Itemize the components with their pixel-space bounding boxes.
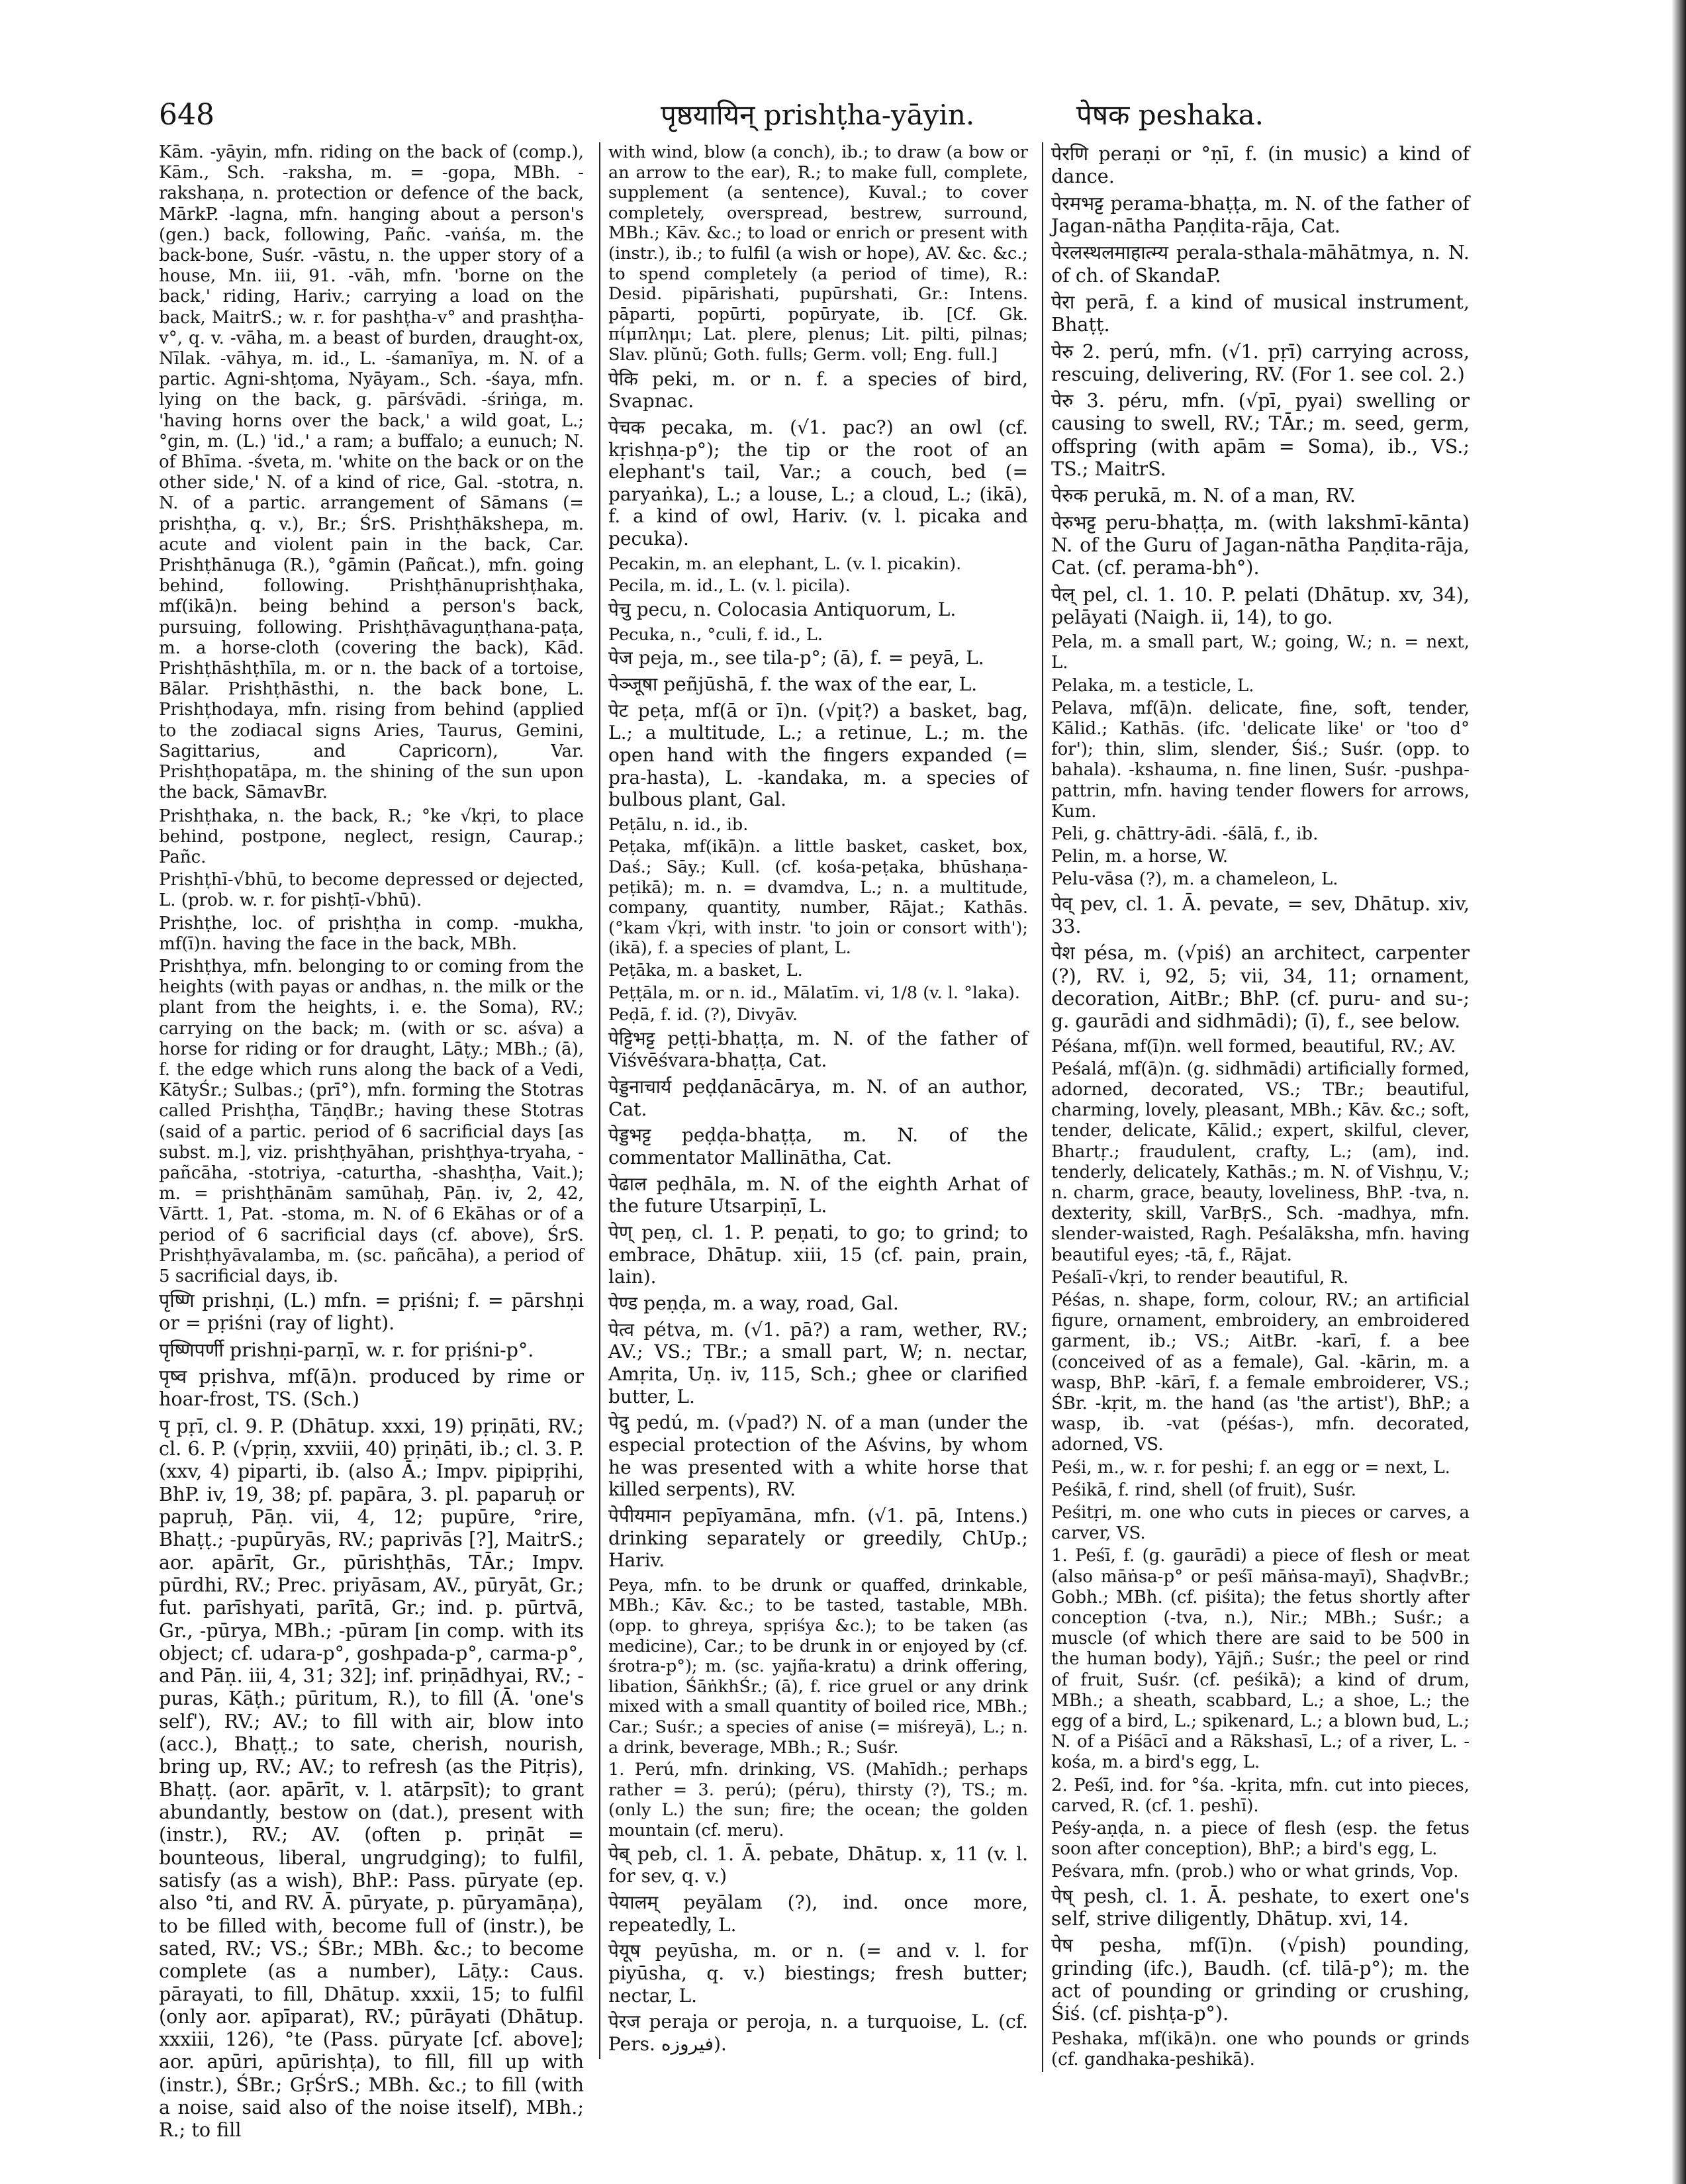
- dictionary-headword-entry: पृष्णिपर्णी prishṇi-parṇī, w. r. for pṛiśni-p°.: [159, 1338, 534, 1361]
- dictionary-headword-entry: पृष्णि prishṇi, (L.) mfn. = pṛiśni; f. = pārshṇi or = pṛiśni (ray of light).: [159, 1289, 584, 1335]
- dictionary-headword-entry: पृ pṛī, cl. 9. P. (Dhātup. xxxi, 19) pṛiṇāti, RV.; cl. 6. P. (√pṛiṇ, xxviii, 40) pṛiṇāti, ib.; cl. 3. P. (xxv, 4) piparti, ib. (also Ā.; Impv. pipipṛihi, BhP. iv, 19, 38; pf. papāra, 3. pl. paparuḥ or papruḥ, Pāṇ. vii, 4, 12; pupūre, °rire, Bhaṭṭ.; -pupūryās, RV.; paprivās [?], MaitrS.; aor. apārīt, Gr., pūrishṭhās, TĀr.; Impv. pūrdhi, RV.; Prec. priyāsam, AV., pūryāt, Gr.; fut. parīshyati, parītā, Gr.; ind. p. pūrtvā, Gr., -pūrya, MBh.; -pūram [in comp. with its object; cf. udara-p°, goshpada-p°, carma-p°, and Pāṇ. iii, 4, 31; 32]; inf. priṇādhyai, RV.; -puras, Kāṭh.; pūritum, R.), to fill (Ā. 'one's self'), RV.; AV.; to fill with air, blow into (acc.), Bhaṭṭ.; to sate, cherish, nourish, bring up, RV.; AV.; to refresh (as the Pitṛis), Bhaṭṭ. (aor. apārīt, v. l. atārpsīt); to grant abundantly, bestow on (dat.), present with (instr.), RV.; AV. (often p. priṇāt = bounteous, liberal, ungrudging); to fulfil, satisfy (as a wish), BhP.: Pass. pūryate (ep. also °ti, and RV. Ā. pūryate, p. pūryamāṇa), to be filled with, become full of (instr.), be sated, RV.; VS.; ŚBr.; MBh. &c.; to become complete (as a number), Lāṭy.: Caus. pārayati, to fill, Dhātup. xxxii, 15; to fulfil (only aor. apīparat), RV.; pūrāyati (Dhātup. xxxiii, 126), °te (Pass. pūryate [cf. above]; aor. apūri, apūrishṭa), to fill, fill up with (instr.), ŚBr.; GṛŚrS.; MBh. &c.; to fill (with a noise, said also of the noise itself), MBh.; R.; to fill: [159, 1414, 584, 2142]
- dictionary-entry: with wind, blow (a conch), ib.; to draw (a bow or an arrow to the ear), R.; to make full, complete, supplement (a sentence), Kuval.; to cover completely, overspread, bestrew, surround, MBh.; Kāv. &c.; to load or enrich or present with (instr.), ib.; to fulfil (a wish or hope), AV. &c. &c.; to spend completely (a period of time), R.: Desid. pipārishati, pupūrshati, Gr.: Intens. pāparti, popūrti, popūryate, ib. [Cf. Gk. πίμπλημι; Lat. plere, plenus; Lit. pilti, pilnas; Slav. plŭnŭ; Goth. fulls; Germ. voll; Eng. full.]: [608, 142, 1028, 365]
- dictionary-headword-entry: पेरमभट्ट perama-bhaṭṭa, m. N. of the father of Jagan-nātha Paṇḍita-rāja, Cat.: [1051, 191, 1470, 237]
- dictionary-entry: Péśana, mf(ī)n. well formed, beautiful, RV.; AV.: [1051, 1036, 1456, 1057]
- dictionary-entry: Peśi, m., w. r. for peshi; f. an egg or = next, L.: [1051, 1457, 1450, 1478]
- dictionary-entry: Pelu-vāsa (?), m. a chameleon, L.: [1051, 869, 1338, 890]
- page-binding-shadow: [1671, 0, 1686, 2184]
- column-3: [1042, 142, 1470, 2072]
- dictionary-entry: Peṭāka, m. a basket, L.: [608, 960, 803, 980]
- dictionary-headword-entry: पेत्व pétva, m. (√1. pā?) a ram, wether, RV.; AV.; VS.; TBr.; a small part, W; n. nectar, Amṛita, Uṇ. iv, 115, Sch.; ghee or clarified butter, L.: [608, 1318, 1028, 1407]
- dictionary-headword-entry: पेञ्जूषा peñjūshā, f. the wax of the ear, L.: [608, 673, 978, 695]
- dictionary-headword-entry: पेल् pel, cl. 1. 10. P. pelati (Dhātup. xv, 34), pelāyati (Naigh. ii, 14), to go.: [1051, 583, 1470, 628]
- dictionary-headword-entry: पेढाल peḍhāla, m. N. of the eighth Arhat of the future Utsarpiṇī, L.: [608, 1172, 1028, 1217]
- dictionary-headword-entry: पेट peṭa, mf(ā or ī)n. (√piṭ?) a basket, bag, L.; a multitude, L.; a retinue, L.; m. the open hand with the fingers expanded (= pra-hasta), L. -kandaka, m. a species of bulbous plant, Gal.: [608, 699, 1028, 811]
- dictionary-entry: Pela, m. a small part, W.; going, W.; n. = next, L.: [1051, 632, 1470, 673]
- dictionary-entry: Peli, g. chāttry-ādi. -śālā, f., ib.: [1051, 824, 1319, 845]
- dictionary-entry: Peśalá, mf(ā)n. (g. sidhmādi) artificially formed, adorned, decorated, VS.; TBr.; beautiful, charming, lovely, pleasant, MBh.; Kāv. &c.; soft, tender, delicate, Kālid.; expert, skilful, clever, Bhartṛ.; fraudulent, crafty, L.; (am), ind. tenderly, delicately, Kathās.; m. N. of Vishṇu, V.; n. charm, grace, beauty, loveliness, BhP. -tva, n. dexterity, skill, VarBṛS., Sch. -madhya, mfn. slender-waisted, Ragh. Peśalāksha, mfn. having beautiful eyes; -tā, f., Rājat.: [1051, 1059, 1470, 1265]
- dictionary-entry: Peṭālu, n. id., ib.: [608, 814, 749, 835]
- dictionary-entry: 1. Peśī, f. (g. gaurādi) a piece of flesh or meat (also māṅsa-p° or peśī māṅsa-mayī), ShaḍvBr.; Gobh.; MBh. (cf. piśita); the fetus shortly after conception (-tva, n.), Nir.; MBh.; Suśr.; a muscle (of which there are said to be 500 in the human body), Yājñ.; Suśr.; the peel or rind of fruit, Suśr. (cf. peśikā); a kind of drum, MBh.; a sheath, scabbard, L.; a shoe, L.; the egg of a bird, L.; spikenard, L.; a blown bud, L.; N. of a Piśācī and a Rākshasī, L.; of a river, L. -kośa, m. a bird's egg, L.: [1051, 1546, 1470, 1773]
- dictionary-headword-entry: पेण् peṇ, cl. 1. P. peṇati, to go; to grind; to embrace, Dhātup. xiii, 15 (cf. pain, prain, lain).: [608, 1221, 1028, 1288]
- dictionary-headword-entry: पेरु 3. péru, mfn. (√pī, pyai) swelling or causing to swell, RV.; TĀr.; m. seed, germ, offspring (with apām = Soma), ib., VS.; TS.; MaitrS.: [1051, 389, 1470, 481]
- dictionary-headword-entry: पेपीयमान pepīyamāna, mfn. (√1. pā, Intens.) drinking separately or greedily, ChUp.; Hariv.: [608, 1504, 1028, 1572]
- dictionary-entry: Pecakin, m. an elephant, L. (v. l. picakin).: [608, 553, 962, 574]
- dictionary-entry: 1. Perú, mfn. drinking, VS. (Mahīdh.; perhaps rather = 3. perú); (péru), thirsty (?), TS.; m. (only L.) the sun; fire; the ocean; the golden mountain (cf. meru).: [608, 1760, 1028, 1840]
- dictionary-headword-entry: पेदु pedú, m. (√pad?) N. of a man (under the especial protection of the Aśvins, by whom he was presented with a white horse that killed serpents), RV.: [608, 1411, 1028, 1501]
- column-2: [599, 142, 1028, 2059]
- dictionary-headword-entry: पेड्डनाचार्य peḍḍanācārya, m. N. of an author, Cat.: [608, 1076, 1028, 1120]
- dictionary-headword-entry: पेयूष peyūsha, m. or n. (= and v. l. for piyūsha, q. v.) biestings; fresh butter; nectar, L.: [608, 1940, 1028, 2007]
- dictionary-entry: Pelaka, m. a testicle, L.: [1051, 675, 1254, 696]
- dictionary-headword-entry: पेष pesha, mf(ī)n. (√pish) pounding, grinding (ifc.), Baudh. (cf. tilā-p°); m. the act of pounding or grinding or crushing, Śiś. (cf. pishṭa-p°).: [1051, 1934, 1470, 2025]
- dictionary-entry: Peśvara, mfn. (prob.) who or what grinds, Vop.: [1051, 1862, 1459, 1882]
- dictionary-entry: Pelin, m. a horse, W.: [1051, 847, 1229, 867]
- dictionary-headword-entry: पेव् pev, cl. 1. Ā. pevate, = sev, Dhātup. xiv, 33.: [1051, 892, 1470, 937]
- page-number: 648: [159, 98, 214, 132]
- dictionary-entry: Peshaka, mf(ikā)n. one who pounds or grinds (cf. gandhaka-peshikā).: [1051, 2028, 1470, 2069]
- left-running-headword: पृष्ठयायिन् prishṭha-yāyin.: [661, 99, 975, 131]
- dictionary-entry: Prishṭhya, mfn. belonging to or coming from the heights (with payas or andhas, n. the milk or the plant from the heights, i. e. the Soma), RV.; carrying on the back; m. (with or sc. aśva) a horse for riding or for draught, Lāṭy.; MBh.; (ā), f. the edge which runs along the back of a Vedi, KātyŚr.; Sulbas.; (prī°), mfn. forming the Stotras called Prishṭha, TāṇḍBr.; having these Stotras (said of a partic. period of 6 sacrificial days [as subst. m.], viz. prishṭhyāhan, prishṭhya-tryaha, -pañcāha, -stotriya, -caturtha, -shashṭha, Vait.); m. = prishṭhānām samūhaḥ, Pāṇ. iv, 2, 42, Vārtt. 1, Pat. -stoma, m. N. of 6 Ekāhas or of a period of 6 sacrificial days (cf. above), ŚrS. Prishṭhyāvalamba, m. (sc. pañcāha), a period of 5 sacrificial days, ib.: [159, 956, 584, 1286]
- dictionary-entry: Peśitṛi, m. one who cuts in pieces or carves, a carver, VS.: [1051, 1503, 1470, 1544]
- dictionary-entry: Peya, mfn. to be drunk or quaffed, drinkable, MBh.; Kāv. &c.; to be tasted, tastable, MBh. (opp. to ghreya, spṛiśya &c.); to be taken (as medicine), Car.; to be drunk in or enjoyed by (cf. śrotra-p°); m. (sc. yajña-kratu) a drink offering, libation, ŚāṅkhŚr.; (ā), f. rice gruel or any drink mixed with a small quantity of boiled rice, MBh.; Car.; Suśr.; a species of anise (= miśreyā), L.; n. a drink, beverage, MBh.; R.; Suśr.: [608, 1575, 1028, 1758]
- dictionary-entry: Prishṭhe, loc. of prishṭha in comp. -mukha, mf(ī)n. having the face in the back, MBh.: [159, 913, 584, 954]
- dictionary-headword-entry: पेकि peki, m. or n. f. a species of bird, Svapnac.: [608, 367, 1028, 412]
- dictionary-headword-entry: पेज peja, m., see tila-p°; (ā), f. = peyā, L.: [608, 647, 984, 669]
- dictionary-entry: 2. Peśī, ind. for °śa. -kṛita, mfn. cut into pieces, carved, R. (cf. 1. peshī).: [1051, 1775, 1470, 1816]
- column-1: [159, 142, 584, 2146]
- right-running-headword: पेषक peshaka.: [1076, 99, 1264, 131]
- dictionary-entry: Peśy-aṇḍa, n. a piece of flesh (esp. the fetus soon after conception), BhP.; a bird's egg, L.: [1051, 1819, 1470, 1860]
- dictionary-headword-entry: पेरुभट्ट peru-bhaṭṭa, m. (with lakshmī-kānta) N. of the Guru of Jagan-nātha Paṇḍita-rāja, Cat. (cf. perama-bh°).: [1051, 510, 1470, 579]
- dictionary-entry: Peḍā, f. id. (?), Divyāv.: [608, 1005, 798, 1025]
- dictionary-headword-entry: पेरु 2. perú, mfn. (√1. pṛī) carrying across, rescuing, delivering, RV. (For 1. see col. 2.): [1051, 340, 1470, 385]
- dictionary-headword-entry: पेरुक perukā, m. N. of a man, RV.: [1051, 484, 1356, 507]
- dictionary-headword-entry: पेरलस्थलमाहात्म्य perala-sthala-māhātmya, n. N. of ch. of SkandaP.: [1051, 241, 1470, 287]
- dictionary-entry: Prishṭhī-√bhū, to become depressed or dejected, L. (prob. w. r. for pishṭī-√bhū).: [159, 870, 584, 911]
- dictionary-headword-entry: पेड्डभट्ट peḍḍa-bhaṭṭa, m. N. of the commentator Mallinātha, Cat.: [608, 1124, 1028, 1169]
- dictionary-headword-entry: पेश pésa, m. (√piś) an architect, carpenter (?), RV. i, 92, 5; vii, 34, 11; ornament, decoration, AitBr.; BhP. (cf. puru- and su-; g. gaurādi and sidhmādi); (ī), f., see below.: [1051, 941, 1470, 1033]
- dictionary-headword-entry: पृष्व pṛishva, mf(ā)n. produced by rime or hoar-frost, TS. (Sch.): [159, 1365, 584, 1411]
- dictionary-entry: Pecila, m. id., L. (v. l. picila).: [608, 576, 851, 596]
- dictionary-headword-entry: पेरज peraja or peroja, n. a turquoise, L. (cf. Pers. فیروزه).: [608, 2011, 1028, 2055]
- dictionary-headword-entry: पेयालम् peyālam (?), ind. once more, repeatedly, L.: [608, 1891, 1028, 1936]
- dictionary-entry: Pecuka, n., °culi, f. id., L.: [608, 624, 823, 645]
- dictionary-entry: Peṭaka, mf(ikā)n. a little basket, casket, box, Daś.; Sāy.; Kull. (cf. kośa-peṭaka, bhūshaṇa-peṭikā); m. n. = dvamdva, L.; n. a multitude, company, quantity, number, Rājat.; Kathās. (°kam √kṛi, with instr. 'to join or consort with'); (ikā), f. a species of plant, L.: [608, 837, 1028, 959]
- dictionary-entry: Peśalī-√kṛi, to render beautiful, R.: [1051, 1267, 1349, 1288]
- dictionary-headword-entry: पेचु pecu, n. Colocasia Antiquorum, L.: [608, 598, 957, 620]
- dictionary-entry: Peṭṭāla, m. or n. id., Mālatīm. vi, 1/8 (v. l. °laka).: [608, 982, 1020, 1003]
- dictionary-headword-entry: पेण्ड peṇḍa, m. a way, road, Gal.: [608, 1292, 899, 1314]
- dictionary-headword-entry: पेट्टिभट्ट peṭṭi-bhaṭṭa, m. N. of the father of Viśvēśvara-bhaṭṭa, Cat.: [608, 1027, 1028, 1072]
- dictionary-entry: Peśikā, f. rind, shell (of fruit), Suśr.: [1051, 1480, 1357, 1500]
- dictionary-entry: Pelava, mf(ā)n. delicate, fine, soft, tender, Kālid.; Kathās. (ifc. 'delicate like' or 'too d° for'); thin, slim, slender, Śiś.; Suśr. (opp. to bahala). -kshauma, n. fine linen, Suśr. -pushpa-pattrin, mfn. having tender flowers for arrows, Kum.: [1051, 698, 1470, 822]
- dictionary-headword-entry: पेब् peb, cl. 1. Ā. pebate, Dhātup. x, 11 (v. l. for sev, q. v.): [608, 1842, 1028, 1887]
- dictionary-entry: Prishṭhaka, n. the back, R.; °ke √kṛi, to place behind, postpone, neglect, resign, Caurap.; Pañc.: [159, 806, 584, 867]
- dictionary-headword-entry: पेष् pesh, cl. 1. Ā. peshate, to exert one's self, strive diligently, Dhātup. xvi, 14.: [1051, 1884, 1470, 1930]
- dictionary-headword-entry: पेरा perā, f. a kind of musical instrument, Bhaṭṭ.: [1051, 290, 1470, 336]
- dictionary-headword-entry: पेरणि peraṇi or °ṇī, f. (in music) a kind of dance.: [1051, 142, 1470, 188]
- dictionary-entry: Péśas, n. shape, form, colour, RV.; an artificial figure, ornament, embroidery, an embroidered garment, ib.; VS.; AitBr. -karī, f. a bee (conceived of as a female), Gal. -kārin, m. a wasp, BhP. -kārī, f. a female embroiderer, VS.; ŚBr. -kṛit, m. the hand (as 'the artist'), BhP.; a wasp, ib. -vat (péśas-), mfn. decorated, adorned, VS.: [1051, 1290, 1470, 1455]
- dictionary-entry: Kām. -yāyin, mfn. riding on the back of (comp.), Kām., Sch. -raksha, m. = -gopa, MBh. -rakshaṇa, n. protection or defence of the back, MārkP. -lagna, mfn. hanging about a person's (gen.) back, following, Pañc. -vaṅśa, m. the back-bone, Suśr. -vāstu, n. the upper story of a house, Mn. iii, 91. -vāh, mfn. 'borne on the back,' riding, Hariv.; carrying a load on the back, MaitrS.; w. r. for pashṭha-v° and prashṭha-v°, q. v. -vāha, m. a beast of burden, draught-ox, Nīlak. -vāhya, m. id., L. -śamanīya, m. N. of a partic. Agni-shṭoma, Nyāyam., Sch. -śaya, mfn. lying on the back, g. pārśvādi. -śriṅga, m. 'having horns over the back,' a wild goat, L.; °gin, m. (L.) 'id.,' a ram; a buffalo; a eunuch; N. of Bhīma. -śveta, m. 'white on the back or on the other side,' N. of a kind of rice, Gal. -stotra, n. N. of a partic. arrangement of Sāmans (= prishṭha, q. v.), Br.; ŚrS. Prishṭhākshepa, m. acute and violent pain in the back, Car. Prishṭhānuga (R.), °gāmin (Pañcat.), mfn. going behind, following. Prishṭhānuprishṭhaka, mf(ikā)n. being behind a person's back, pursuing, following. Prishṭhāvaguṇṭhana-paṭa, m. a horse-cloth (covering the back), Kād. Prishṭhāshṭhīla, m. or n. the back of a tortoise, Bālar. Prishṭhāsthi, n. the back bone, L. Prishṭhodaya, mfn. rising from behind (applied to the zodiacal signs Aries, Taurus, Gemini, Sagittarius, and Capricorn), Var. Prishṭhopatāpa, m. the shining of the sun upon the back, SāmavBr.: [159, 142, 584, 803]
- dictionary-headword-entry: पेचक pecaka, m. (√1. pac?) an owl (cf. kṛishṇa-p°); the tip or the root of an elephant's tail, Var.; a couch, bed (= paryaṅka), L.; a louse, L.; a cloud, L.; (ikā), f. a kind of owl, Hariv. (v. l. picaka and pecuka).: [608, 416, 1028, 550]
